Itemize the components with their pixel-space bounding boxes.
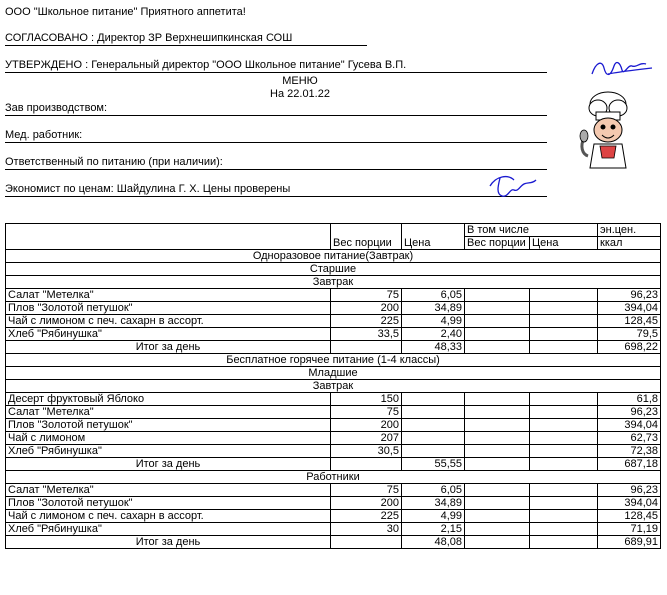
energy-kcal: 96,23 bbox=[598, 289, 661, 302]
sub-price bbox=[530, 497, 598, 510]
senior-total-kcal: 698,22 bbox=[598, 341, 661, 354]
portion-weight: 200 bbox=[331, 302, 402, 315]
portion-weight: 200 bbox=[331, 419, 402, 432]
production-head-line: Зав производством: bbox=[5, 102, 547, 116]
price: 4,99 bbox=[402, 315, 465, 328]
senior-total-label: Итог за день bbox=[6, 341, 331, 354]
medical-worker-line: Мед. работник: bbox=[5, 129, 547, 143]
section-once: Одноразовое питание(Завтрак) bbox=[6, 250, 661, 263]
menu-row bbox=[6, 315, 661, 328]
sub-weight bbox=[465, 432, 530, 445]
dish-name: Хлеб "Рябинушка" bbox=[6, 445, 331, 458]
menu-row bbox=[6, 510, 661, 523]
header-empty-cell bbox=[6, 224, 331, 250]
sub-weight bbox=[465, 328, 530, 341]
energy-kcal: 96,23 bbox=[598, 406, 661, 419]
dish-name: Салат "Метелка" bbox=[6, 484, 331, 497]
portion-weight: 30,5 bbox=[331, 445, 402, 458]
menu-row bbox=[6, 406, 661, 419]
approved-line: УТВЕРЖДЕНО : Генеральный директор "ООО Школьное питание" Гусева В.П. bbox=[5, 59, 547, 73]
header-energy-1: эн.цен. bbox=[598, 224, 661, 237]
dish-name: Хлеб "Рябинушка" bbox=[6, 523, 331, 536]
portion-weight: 150 bbox=[331, 393, 402, 406]
menu-table bbox=[5, 223, 661, 549]
portion-weight: 75 bbox=[331, 484, 402, 497]
price: 6,05 bbox=[402, 289, 465, 302]
price: 6,05 bbox=[402, 484, 465, 497]
sub-price bbox=[530, 315, 598, 328]
energy-kcal: 62,73 bbox=[598, 432, 661, 445]
sub-price bbox=[530, 406, 598, 419]
price bbox=[402, 393, 465, 406]
junior-total-price: 55,55 bbox=[402, 458, 465, 471]
menu-title: МЕНЮ bbox=[282, 75, 318, 87]
economist-signature bbox=[486, 172, 542, 200]
dish-name: Плов "Золотой петушок" bbox=[6, 497, 331, 510]
menu-row bbox=[6, 445, 661, 458]
dish-name: Плов "Золотой петушок" bbox=[6, 302, 331, 315]
menu-row bbox=[6, 497, 661, 510]
portion-weight: 225 bbox=[331, 510, 402, 523]
header-including: В том числе bbox=[465, 224, 598, 237]
sub-weight bbox=[465, 393, 530, 406]
sub-price bbox=[530, 432, 598, 445]
responsible-line: Ответственный по питанию (при наличии): bbox=[5, 156, 547, 170]
dish-name: Салат "Метелка" bbox=[6, 289, 331, 302]
junior-total-label: Итог за день bbox=[6, 458, 331, 471]
dish-name: Плов "Золотой петушок" bbox=[6, 419, 331, 432]
sub-price bbox=[530, 393, 598, 406]
header-sub-price: Цена bbox=[530, 237, 598, 250]
company-line: ООО "Школьное питание" Приятного аппетита! bbox=[5, 6, 246, 18]
section-breakfast-2: Завтрак bbox=[6, 380, 661, 393]
price: 2,40 bbox=[402, 328, 465, 341]
sub-price bbox=[530, 302, 598, 315]
portion-weight: 75 bbox=[331, 289, 402, 302]
sub-price bbox=[530, 328, 598, 341]
sub-price bbox=[530, 523, 598, 536]
energy-kcal: 96,23 bbox=[598, 484, 661, 497]
header-energy-2: ккал bbox=[598, 237, 661, 250]
energy-kcal: 79,5 bbox=[598, 328, 661, 341]
menu-row bbox=[6, 328, 661, 341]
menu-row bbox=[6, 289, 661, 302]
portion-weight: 75 bbox=[331, 406, 402, 419]
energy-kcal: 394,04 bbox=[598, 419, 661, 432]
portion-weight: 225 bbox=[331, 315, 402, 328]
price bbox=[402, 445, 465, 458]
sub-weight bbox=[465, 302, 530, 315]
agreed-line: СОГЛАСОВАНО : Директор ЗР Верхнешипкинская СОШ bbox=[5, 32, 367, 46]
senior-total-price: 48,33 bbox=[402, 341, 465, 354]
sub-weight bbox=[465, 497, 530, 510]
chef-mascot-icon bbox=[576, 88, 638, 172]
sub-price bbox=[530, 419, 598, 432]
sub-weight bbox=[465, 419, 530, 432]
energy-kcal: 61,8 bbox=[598, 393, 661, 406]
dish-name: Хлеб "Рябинушка" bbox=[6, 328, 331, 341]
header-portion-weight: Вес порции bbox=[331, 224, 402, 250]
section-free-hot: Бесплатное горячее питание (1-4 классы) bbox=[6, 354, 661, 367]
worker-total-label: Итог за день bbox=[6, 536, 331, 549]
energy-kcal: 394,04 bbox=[598, 497, 661, 510]
sub-price bbox=[530, 289, 598, 302]
sub-weight bbox=[465, 484, 530, 497]
menu-date: На 22.01.22 bbox=[270, 88, 330, 100]
junior-total-kcal: 687,18 bbox=[598, 458, 661, 471]
price bbox=[402, 419, 465, 432]
sub-weight bbox=[465, 510, 530, 523]
energy-kcal: 71,19 bbox=[598, 523, 661, 536]
dish-name: Чай с лимоном bbox=[6, 432, 331, 445]
worker-total-kcal: 689,91 bbox=[598, 536, 661, 549]
dish-name: Чай с лимоном с печ. сахарн в ассорт. bbox=[6, 510, 331, 523]
menu-row bbox=[6, 432, 661, 445]
section-senior: Старшие bbox=[6, 263, 661, 276]
energy-kcal: 128,45 bbox=[598, 510, 661, 523]
sub-price bbox=[530, 484, 598, 497]
dish-name: Десерт фруктовый Яблоко bbox=[6, 393, 331, 406]
sub-weight bbox=[465, 315, 530, 328]
dish-name: Чай с лимоном с печ. сахарн в ассорт. bbox=[6, 315, 331, 328]
section-breakfast: Завтрак bbox=[6, 276, 661, 289]
menu-row bbox=[6, 484, 661, 497]
price: 2,15 bbox=[402, 523, 465, 536]
sub-weight bbox=[465, 289, 530, 302]
sub-weight bbox=[465, 406, 530, 419]
portion-weight: 200 bbox=[331, 497, 402, 510]
menu-row bbox=[6, 419, 661, 432]
header-price: Цена bbox=[402, 224, 465, 250]
dish-name: Салат "Метелка" bbox=[6, 406, 331, 419]
menu-row bbox=[6, 302, 661, 315]
price: 34,89 bbox=[402, 497, 465, 510]
portion-weight: 33,5 bbox=[331, 328, 402, 341]
sub-price bbox=[530, 445, 598, 458]
price: 4,99 bbox=[402, 510, 465, 523]
section-junior: Младшие bbox=[6, 367, 661, 380]
sub-weight bbox=[465, 445, 530, 458]
header-sub-weight: Вес порции bbox=[465, 237, 530, 250]
energy-kcal: 72,38 bbox=[598, 445, 661, 458]
portion-weight: 207 bbox=[331, 432, 402, 445]
energy-kcal: 128,45 bbox=[598, 315, 661, 328]
price bbox=[402, 406, 465, 419]
economist-line: Экономист по ценам: Шайдулина Г. Х. Цены проверены bbox=[5, 183, 547, 197]
menu-row bbox=[6, 393, 661, 406]
sub-weight bbox=[465, 523, 530, 536]
section-workers: Работники bbox=[6, 471, 661, 484]
worker-total-price: 48,08 bbox=[402, 536, 465, 549]
menu-row bbox=[6, 523, 661, 536]
energy-kcal: 394,04 bbox=[598, 302, 661, 315]
price: 34,89 bbox=[402, 302, 465, 315]
portion-weight: 30 bbox=[331, 523, 402, 536]
director-signature bbox=[588, 56, 658, 82]
sub-price bbox=[530, 510, 598, 523]
price bbox=[402, 432, 465, 445]
